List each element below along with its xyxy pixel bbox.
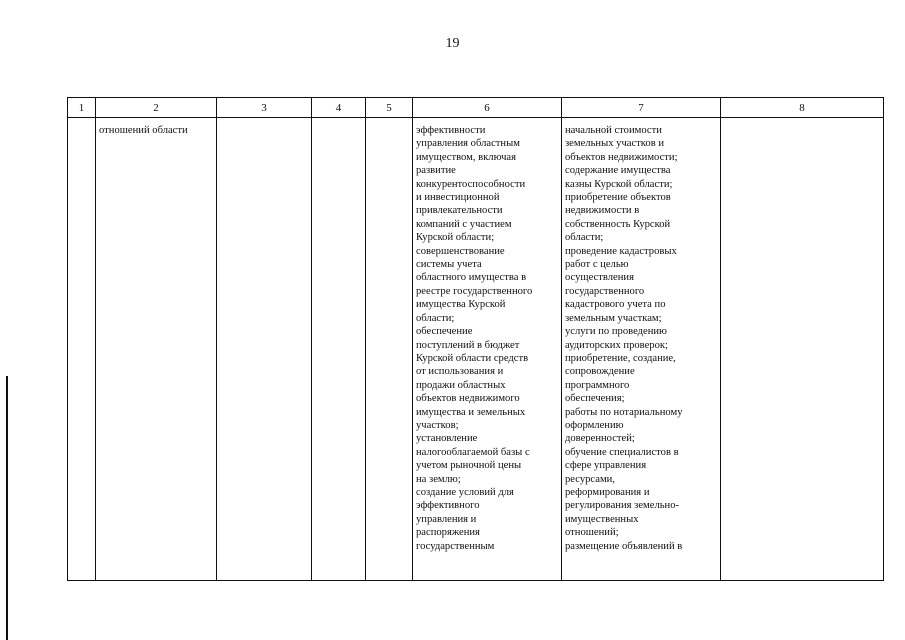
cell-text-line: областного имущества в [416, 272, 527, 284]
column-header-7: 7 [562, 98, 721, 118]
cell-text-line: земельным участкам; [565, 312, 662, 324]
margin-line [6, 376, 8, 640]
cell-text-line: объектов недвижимости; [565, 151, 678, 163]
cell-text-line: налогооблагаемой базы с [416, 446, 530, 458]
column-header-1: 1 [68, 98, 96, 118]
cell-text-line: Курской области средств [416, 352, 529, 364]
cell-text-line: сопровождение [565, 366, 635, 378]
cell-text-line: конкурентоспособности [416, 178, 526, 190]
cell-text-line: начальной стоимости [565, 125, 662, 136]
table-cell-col5 [366, 118, 413, 581]
cell-text-line: работы по нотариальному [565, 406, 683, 418]
column-header-3: 3 [217, 98, 312, 118]
table-cell-col4 [312, 118, 366, 581]
cell-text-line: и инвестиционной [416, 192, 500, 204]
cell-text-line: управления областным [416, 138, 520, 150]
cell-text-line: распоряжения [416, 527, 480, 539]
table-row [68, 118, 884, 581]
cell-text-line: обеспечения; [565, 393, 625, 405]
cell-text-line: реформирования и [565, 486, 650, 498]
cell-text-line: размещение объявлений в [565, 540, 683, 552]
table-cell-col2 [96, 118, 217, 581]
cell-text-line: сфере управления [565, 460, 647, 472]
cell-text-line: участков; [416, 419, 459, 431]
table-cell-col1 [68, 118, 96, 581]
cell-text-line: продажи областных [416, 379, 506, 391]
cell-text-line: имущественных [565, 513, 639, 525]
cell-text-line: системы учета [416, 259, 482, 271]
cell-text-line: управления и [416, 513, 477, 525]
cell-text-line: учетом рыночной цены [416, 460, 522, 472]
cell-text-line: имуществом, включая [416, 151, 516, 163]
cell-text-line: поступлений в бюджет [416, 339, 520, 351]
cell-text-line: недвижимости в [565, 205, 640, 217]
cell-text-line: доверенностей; [565, 433, 635, 445]
cell-text-line: регулирования земельно- [565, 500, 680, 512]
cell-text-line: государственным [416, 540, 495, 552]
cell-text-line: казны Курской области; [565, 178, 673, 190]
cell-text-line: области; [565, 232, 604, 244]
table-cell-col7 [562, 118, 721, 581]
cell-text-line: развитие [416, 165, 456, 177]
header-row [68, 98, 884, 118]
cell-text-line: отношений области [99, 125, 188, 136]
cell-text-line: аудиторских проверок; [565, 339, 668, 351]
cell-text-line: приобретение объектов [565, 192, 671, 204]
cell-text-line: приобретение, создание, [565, 352, 676, 364]
cell-text-line: земельных участков и [565, 138, 665, 150]
cell-text-line: реестре государственного [416, 285, 533, 297]
cell-text-line: обеспечение [416, 326, 473, 338]
table-cell-col8 [721, 118, 884, 581]
column-header-2: 2 [96, 98, 217, 118]
cell-text-line: эффективности [416, 125, 486, 136]
cell-text-line: ресурсами, [565, 473, 615, 485]
cell-text-line: работ с целью [565, 259, 629, 271]
cell-text-line: эффективного [416, 500, 480, 512]
cell-text-line: собственность Курской [565, 218, 671, 230]
cell-text-line: компаний с участием [416, 218, 512, 230]
cell-text-line: привлекательности [416, 205, 503, 217]
column-header-5: 5 [366, 98, 413, 118]
cell-text-line: установление [416, 433, 478, 445]
cell-text-line: имущества Курской [416, 299, 506, 311]
cell-text-line: от использования и [416, 366, 504, 378]
cell-text-line: создание условий для [416, 486, 514, 498]
cell-text-line: области; [416, 312, 455, 324]
cell-text-line: осуществления [565, 272, 634, 284]
table-cell-col6 [413, 118, 562, 581]
table-cell-col3 [217, 118, 312, 581]
cell-text-line: отношений; [565, 527, 619, 539]
cell-text-line: проведение кадастровых [565, 245, 677, 257]
cell-text-line: программного [565, 379, 630, 391]
cell-text-line: кадастрового учета по [565, 299, 666, 311]
data-table [67, 97, 884, 581]
column-header-6: 6 [413, 98, 562, 118]
cell-text-line: Курской области; [416, 232, 495, 244]
cell-text-line: содержание имущества [565, 165, 671, 177]
cell-text-line: имущества и земельных [416, 406, 526, 418]
column-header-8: 8 [721, 98, 884, 118]
cell-text-line: оформлению [565, 419, 624, 431]
cell-text-line: объектов недвижимого [416, 393, 520, 405]
cell-text-line: совершенствование [416, 245, 505, 257]
cell-text-line: услуги по проведению [565, 326, 667, 338]
cell-text-line: обучение специалистов в [565, 446, 679, 458]
cell-text-line: государственного [565, 285, 645, 297]
page-number: 19 [445, 36, 460, 51]
column-header-4: 4 [312, 98, 366, 118]
cell-text-line: на землю; [416, 473, 461, 485]
